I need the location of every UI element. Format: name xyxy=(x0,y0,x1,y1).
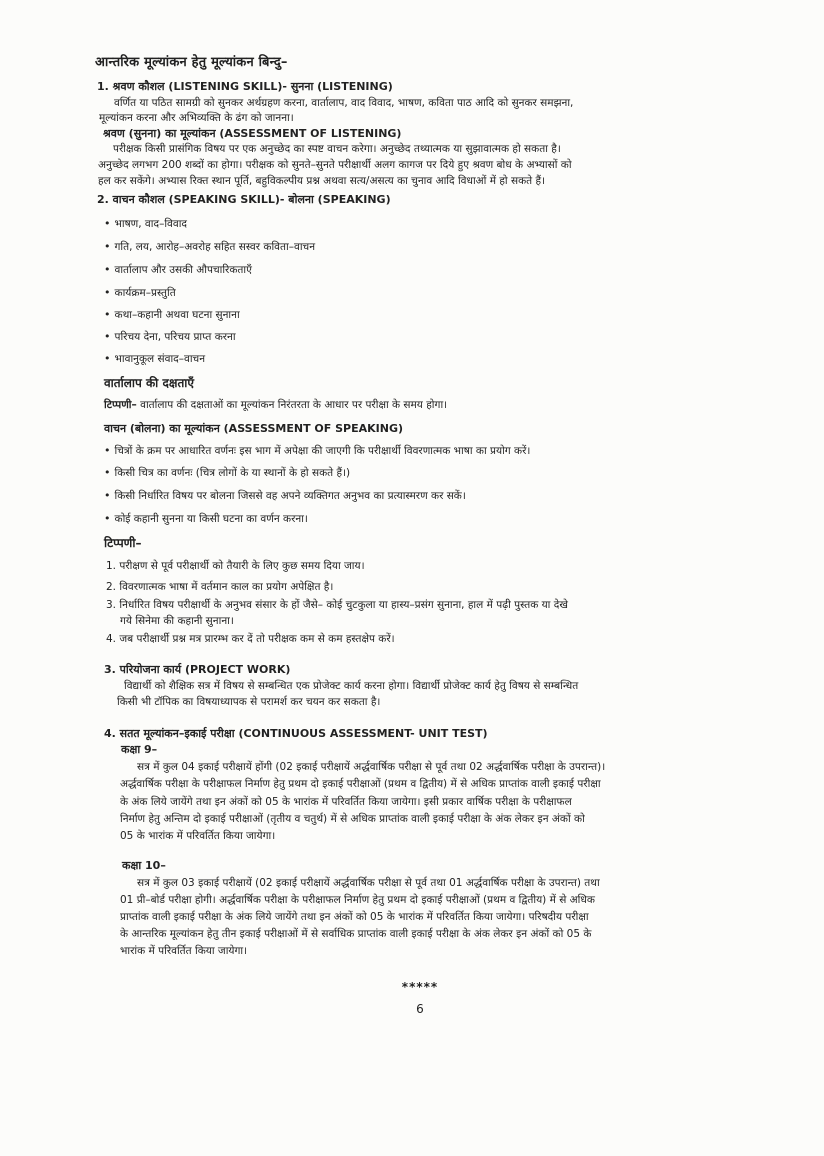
speaking-skill-item: • कार्यक्रम–प्रस्तुति xyxy=(104,286,176,300)
page-number: 6 xyxy=(416,1002,424,1016)
conversation-skills-heading: वार्तालाप की दक्षताएँ xyxy=(104,376,195,390)
project-work-line: किसी भी टॉपिक का विषयाध्यापक से परामर्श कर चयन कर सकता है। xyxy=(117,696,381,708)
speaking-skill-item: • भावानुकूल संवाद–वाचन xyxy=(104,352,205,366)
class-9-line: निर्माण हेतु अन्तिम दो इकाई परीक्षाओं (तृतीय व चतुर्थ) में से अधिक प्राप्तांक वाली इकाई परीक्षा के अंक लेकर इन अंकों को xyxy=(120,813,585,825)
listening-assessment-line: हल कर सकेंगे। अभ्यास रिक्त स्थान पूर्ति, बहुविकल्पीय प्रश्न अथवा सत्य/असत्य का चुनाव आदि विधाओं में हो सकते हैं। xyxy=(98,175,546,187)
speaking-assessment-item: • चित्रों के क्रम पर आधारित वर्णनः इस भाग में अपेक्षा की जाएगी कि परीक्षार्थी विवरणात्मक भाषा का प्रयोग करें। xyxy=(104,444,530,458)
speaking-skill-item: • गति, लय, आरोह–अवरोह सहित सस्वर कविता–वाचन xyxy=(104,240,315,254)
speaking-assessment-item: • किसी चित्र का वर्णनः (चित्र लोगों के या स्थानों के हो सकते हैं।) xyxy=(104,466,350,480)
listening-assessment-line: परीक्षक किसी प्रासंगिक विषय पर एक अनुच्छेद का स्पष्ट वाचन करेगा। अनुच्छेद तथ्यात्मक या सुझावात्मक हो सकता है। xyxy=(113,143,561,155)
page-title: आन्तरिक मूल्यांकन हेतु मूल्यांकन बिन्दु– xyxy=(95,55,288,70)
class-10-label: कक्षा 10– xyxy=(122,859,166,872)
end-mark: ***** xyxy=(401,980,439,994)
class-10-line: प्राप्तांक वाली इकाई परीक्षा के अंक लिये जायेंगे तथा इन अंकों को 05 के भारांक में परिवर्तित किया जायेगा। परिषदीय परीक्षा xyxy=(120,911,589,923)
speaking-skill-item: • कथा–कहानी अथवा घटना सुनाना xyxy=(104,308,240,322)
project-work-line: विद्यार्थी को शैक्षिक सत्र में विषय से सम्बन्धित एक प्रोजेक्ट कार्य करना होगा। विद्यार्थी प्रोजेक्ट कार्य हेतु विषय से सम्बन्धित xyxy=(124,680,579,692)
class-10-line: 01 प्री–बोर्ड परीक्षा होगी। अर्द्धवार्षिक परीक्षा के परीक्षाफल निर्माण हेतु प्रथम दो इकाई परीक्षाओं (प्रथम व द्वितीय) में से अधिक xyxy=(120,894,595,906)
note-text: वार्तालाप की दक्षताओं का मूल्यांकन निरंतरता के आधार पर परीक्षा के समय होगा। xyxy=(140,399,448,411)
section-1-text-line: वर्णित या पठित सामग्री को सुनकर अर्थग्रहण करना, वार्तालाप, वाद विवाद, भाषण, कविता पाठ आदि को सुनकर समझना, xyxy=(114,97,574,109)
listening-assessment-heading: श्रवण (सुनना) का मूल्यांकन (ASSESSMENT OF LISTENING) xyxy=(103,127,402,140)
speaking-assessment-heading: वाचन (बोलना) का मूल्यांकन (ASSESSMENT OF SPEAKING) xyxy=(104,422,403,435)
section-1-heading: 1. श्रवण कौशल (LISTENING SKILL)- सुनना (LISTENING) xyxy=(97,80,393,93)
class-10-line: भारांक में परिवर्तित किया जायेगा। xyxy=(120,945,248,957)
speaking-skill-item: • वार्तालाप और उसकी औपचारिकताएँ xyxy=(104,263,252,277)
speaking-skill-item: • भाषण, वाद–विवाद xyxy=(104,217,187,231)
note-item: 2. विवरणात्मक भाषा में वर्तमान काल का प्रयोग अपेक्षित है। xyxy=(106,581,334,593)
note-item: 3. निर्धारित विषय परीक्षार्थी के अनुभव संसार के हों जैसे– कोई चुटकुला या हास्य–प्रसंग सुनाना, हाल में पढ़ी पुस्तक या देखे xyxy=(106,599,568,611)
section-3-heading: 3. परियोजना कार्य (PROJECT WORK) xyxy=(104,663,291,676)
class-9-line: अर्द्धवार्षिक परीक्षा के परीक्षाफल निर्माण हेतु प्रथम दो इकाई परीक्षाओं (प्रथम व द्वितीय) में से अधिक प्राप्तांक वाली इकाई परीक्षा xyxy=(120,778,601,790)
conversation-note xyxy=(104,398,447,412)
class-9-line: 05 के भारांक में परिवर्तित किया जायेगा। xyxy=(120,830,276,842)
class-9-line: सत्र में कुल 04 इकाई परीक्षायें होंगी (02 इकाई परीक्षायें अर्द्धवार्षिक परीक्षा से पूर्व तथा 02 अर्द्धवार्षिक परीक्षा के उपरान्त)। xyxy=(137,761,606,773)
speaking-assessment-item: • किसी निर्धारित विषय पर बोलना जिससे वह अपने व्यक्तिगत अनुभव का प्रत्यास्मरण कर सकें। xyxy=(104,489,466,503)
section-1-text-line: मूल्यांकन करना और अभिव्यक्ति के ढंग को जानना। xyxy=(99,112,294,124)
class-10-line: के आन्तरिक मूल्यांकन हेतु तीन इकाई परीक्षाओं में से सर्वाधिक प्राप्तांक वाली इकाई परीक्षा के अंक लेकर इन अंकों को 05 के xyxy=(120,928,592,940)
speaking-assessment-item: • कोई कहानी सुनना या किसी घटना का वर्णन करना। xyxy=(104,512,308,526)
listening-assessment-line: अनुच्छेद लगभग 200 शब्दों का होगा। परीक्षक को सुनते–सुनते परीक्षार्थी अलग कागज पर दिये हुए श्रवण बोध के अभ्यासों को xyxy=(98,159,572,171)
class-10-line: सत्र में कुल 03 इकाई परीक्षायें (02 इकाई परीक्षायें अर्द्धवार्षिक परीक्षा से पूर्व तथा 01 अर्द्धवार्षिक परीक्षा के उपरान्त) तथा xyxy=(137,877,600,889)
note-item: 4. जब परीक्षार्थी प्रश्न मत्र प्रारम्भ कर दें तो परीक्षक कम से कम हस्तक्षेप करें। xyxy=(106,633,395,645)
note-item: गये सिनेमा की कहानी सुनाना। xyxy=(120,615,234,627)
class-9-line: के अंक लिये जायेंगे तथा इन अंकों को 05 के भारांक में परिवर्तित किया जायेगा। इसी प्रकार वार्षिक परीक्षा के परीक्षाफल xyxy=(120,796,572,808)
section-4-heading: 4. सतत मूल्यांकन–इकाई परीक्षा (CONTINUOUS ASSESSMENT- UNIT TEST) xyxy=(104,727,488,740)
note-item: 1. परीक्षण से पूर्व परीक्षार्थी को तैयारी के लिए कुछ समय दिया जाय। xyxy=(106,560,365,572)
class-9-label: कक्षा 9– xyxy=(121,743,158,756)
note-label: टिप्पणी– xyxy=(104,399,137,411)
section-2-heading: 2. वाचन कौशल (SPEAKING SKILL)- बोलना (SPEAKING) xyxy=(97,193,391,206)
speaking-skill-item: • परिचय देना, परिचय प्राप्त करना xyxy=(104,330,236,344)
notes-heading: टिप्पणी– xyxy=(104,536,142,550)
